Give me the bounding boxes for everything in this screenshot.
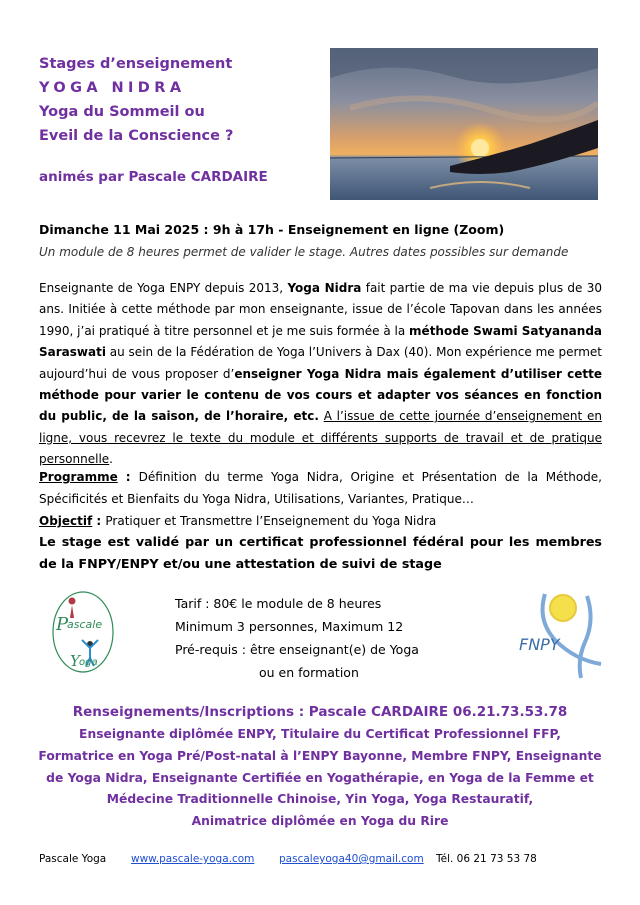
para-text-2: fait partie de ma vie depuis plus de 30 ans. Initiée à cette méthode par mon enseignante, issue de l’école Tapovan dans les années 1990, j’ai pratiqué à titre personnel et je me suis formée à la [39, 281, 602, 338]
places: Minimum 3 personnes, Maximum 12 [175, 619, 404, 634]
footer-email-wrap [279, 853, 424, 865]
contact-line-5: Médecine Traditionnelle Chinoise, Yin Yoga, Yoga Restauratif, [106, 792, 534, 807]
title-yoga-nidra: YOGA NIDRA [39, 80, 186, 96]
prerequis-2: ou en formation [259, 665, 359, 680]
objectif-section [39, 511, 602, 531]
logo-letter-y: Y [70, 652, 80, 670]
logo-word-oga: oga [79, 657, 98, 668]
logo-word-ascale: ascale [67, 618, 103, 631]
para-bold-1: Yoga Nidra [287, 281, 362, 295]
contact-line-3: Formatrice en Yoga Pré/Post-natal à l’ENPY Bayonne, Membre FNPY, Enseignante [38, 748, 602, 763]
title-line-4: Eveil de la Conscience ? [39, 128, 234, 144]
para-text-3: au sein de la Fédération de Yoga l’Univers à Dax (40). Mon expérience me permet aujourd’hui de vous proposer d’ [39, 345, 602, 381]
pricing-info [175, 592, 419, 684]
contact-line-4: de Yoga Nidra, Enseignante Certifiée en Yogathérapie, en Yoga de la Femme et [46, 770, 594, 785]
fnpy-logo [515, 590, 605, 680]
contact-line-2: Enseignante diplômée ENPY, Titulaire du Certificat Professionnel FFP, [79, 727, 561, 741]
prerequis: Pré-requis : être enseignant(e) de Yoga [175, 642, 419, 657]
footer-website-link[interactable]: www.pascale-yoga.com [131, 853, 255, 865]
objectif-label: Objectif [39, 514, 93, 528]
contact-line-1: Renseignements/Inscriptions : Pascale CARDAIRE 06.21.73.53.78 [72, 704, 568, 720]
footer-name: Pascale Yoga [39, 853, 107, 865]
contact-block [0, 700, 640, 833]
title-line-3: Yoga du Sommeil ou [39, 104, 205, 120]
programme-section [39, 466, 602, 510]
objectif-text: Pratiquer et Transmettre l’Enseignement du Yoga Nidra [105, 514, 437, 528]
programme-sep: : [117, 470, 139, 484]
module-note: Un module de 8 heures permet de valider le stage. Autres dates possibles sur demande [39, 245, 569, 259]
para-end: . [109, 452, 113, 467]
para-bold-2: méthode Swami Satyananda Saraswati [39, 323, 603, 360]
sunset-hand-photo [330, 48, 598, 200]
footer-website-wrap [131, 853, 254, 865]
pascale-yoga-logo [50, 588, 116, 674]
programme-label: Programme [39, 470, 118, 484]
title-line-1: Stages d’enseignement [39, 56, 233, 72]
programme-text: Définition du terme Yoga Nidra, Origine et Présentation de la Méthode, Spécificités et Bienfaits du Yoga Nidra, Utilisations, Variantes, Pratique… [39, 470, 602, 506]
animes-par: animés par Pascale CARDAIRE [39, 169, 268, 185]
para-underlined: A l’issue de cette journée d’enseignement en ligne, vous recevrez le texte du module et différents supports de travail et de pratique personnelle [39, 409, 602, 467]
validation-statement: Le stage est validé par un certificat professionnel fédéral pour les membres de la FNPY/ENPY et/ou une attestation de suivi de stage [39, 534, 602, 571]
main-paragraph [39, 278, 602, 471]
logo-letter-p: P [56, 614, 69, 635]
contact-line-6: Animatrice diplômée en Yoga du Rire [191, 814, 449, 829]
title-block [39, 54, 309, 191]
footer-email-link[interactable]: pascaleyoga40@gmail.com [279, 853, 424, 865]
para-text-1: Enseignante de Yoga ENPY depuis 2013, [39, 281, 288, 295]
objectif-sep: : [92, 514, 106, 528]
footer-tel: Tél. 06 21 73 53 78 [436, 853, 537, 865]
tarif: Tarif : 80€ le module de 8 heures [175, 596, 382, 611]
para-bold-3: enseigner Yoga Nidra mais également d’utiliser cette méthode pour varier le contenu de vos cours et adapter vos séances en fonction du public, de la saison, de l’horaire, etc. [39, 366, 602, 424]
event-date: Dimanche 11 Mai 2025 : 9h à 17h - Enseignement en ligne (Zoom) [39, 222, 505, 237]
fnpy-text: FNPY [519, 635, 560, 654]
